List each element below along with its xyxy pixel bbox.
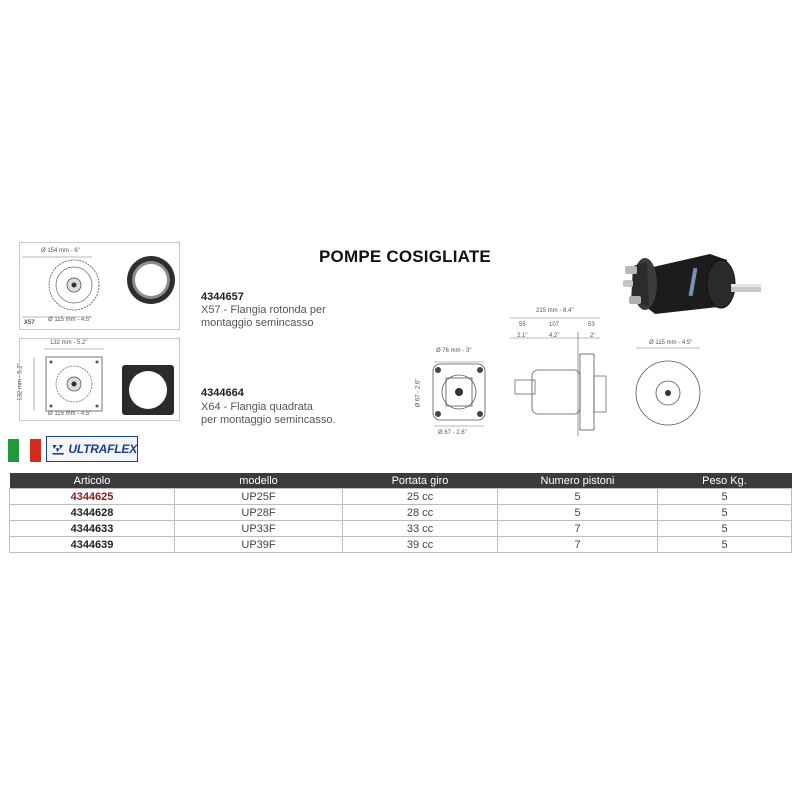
pump-technical-drawing [415, 296, 720, 441]
cell-portata: 33 cc [343, 521, 498, 537]
square-flange-description [201, 401, 371, 427]
square-flange-dim-bottom: Ø 115 mm - 4.5" [48, 411, 92, 417]
pump-segment-3-mm: 53 [588, 322, 595, 328]
square-flange-drawing [19, 338, 180, 421]
pump-drawing-svg [420, 296, 720, 441]
table-row [10, 537, 792, 553]
square-flange-dim-top: 132 mm - 5.2" [50, 340, 88, 346]
table-header-row [10, 473, 792, 489]
round-flange-description [201, 304, 371, 330]
header-pistoni: Numero pistoni [498, 473, 658, 489]
pump-segment-2-in: 4.2" [549, 333, 560, 339]
product-spec-table [9, 473, 792, 553]
cell-peso: 5 [658, 521, 792, 537]
cell-pistoni: 7 [498, 521, 658, 537]
pump-segment-1-in: 2.1" [517, 333, 528, 339]
table-row [10, 489, 792, 505]
round-flange-dim-top: Ø 154 mm - 6" [41, 248, 80, 254]
flag-stripe-red [30, 439, 41, 462]
cell-portata: 25 cc [343, 489, 498, 505]
square-flange-desc-line2: per montaggio semincasso. [201, 414, 336, 426]
square-flange-code: 4344664 [201, 387, 244, 399]
round-flange-desc-line2: montaggio semincasso [201, 317, 314, 329]
cell-pistoni: 5 [498, 489, 658, 505]
flag-stripe-green [8, 439, 19, 462]
square-flange-desc-line1: X64 - Flangia quadrata [201, 401, 313, 413]
round-flange-label: X57 [24, 320, 35, 326]
round-flange-dim-bottom: Ø 115 mm - 4.5" [48, 317, 92, 323]
ultraflex-mark-icon [51, 440, 65, 458]
pump-segment-3-in: 2" [590, 333, 596, 339]
pump-rear-dim-top: Ø 115 mm - 4.5" [649, 340, 693, 346]
round-flange-drawing [19, 242, 180, 330]
italian-flag-icon [8, 439, 41, 462]
ultraflex-logo [46, 436, 138, 462]
cell-peso: 5 [658, 505, 792, 521]
flag-stripe-white [19, 439, 30, 462]
pump-front-dim-side: Ø 67 - 2.6" [415, 378, 422, 408]
cell-portata: 39 cc [343, 537, 498, 553]
round-flange-code: 4344657 [201, 291, 244, 303]
round-flange-svg [20, 243, 179, 329]
cell-articolo: 4344633 [10, 521, 175, 537]
cell-modello: UP33F [175, 521, 343, 537]
cell-articolo: 4344625 [10, 489, 175, 505]
pump-front-dim-bottom: Ø 67 - 2.6" [438, 430, 467, 436]
cell-articolo: 4344639 [10, 537, 175, 553]
page-title: POMPE COSIGLIATE [319, 247, 491, 266]
cell-modello: UP25F [175, 489, 343, 505]
cell-pistoni: 5 [498, 505, 658, 521]
header-articolo: Articolo [10, 473, 175, 489]
cell-modello: UP39F [175, 537, 343, 553]
pump-overall-length: 215 mm - 8.4" [536, 308, 574, 314]
header-portata: Portata giro [343, 473, 498, 489]
square-flange-svg [17, 339, 179, 420]
cell-peso: 5 [658, 537, 792, 553]
table-row [10, 521, 792, 537]
pump-segment-2-mm: 107 [549, 322, 560, 328]
cell-modello: UP28F [175, 505, 343, 521]
pump-segment-1-mm: 55 [519, 322, 526, 328]
cell-portata: 28 cc [343, 505, 498, 521]
cell-articolo: 4344628 [10, 505, 175, 521]
cell-pistoni: 7 [498, 537, 658, 553]
ultraflex-logo-text: ULTRAFLEX [68, 442, 137, 456]
square-flange-dim-side: 132 mm - 5.2" [17, 363, 24, 401]
table-row [10, 505, 792, 521]
header-peso: Peso Kg. [658, 473, 792, 489]
header-modello: modello [175, 473, 343, 489]
pump-front-dim-top: Ø 76 mm - 3" [436, 348, 472, 354]
cell-peso: 5 [658, 489, 792, 505]
round-flange-desc-line1: X57 - Flangia rotonda per [201, 304, 326, 316]
